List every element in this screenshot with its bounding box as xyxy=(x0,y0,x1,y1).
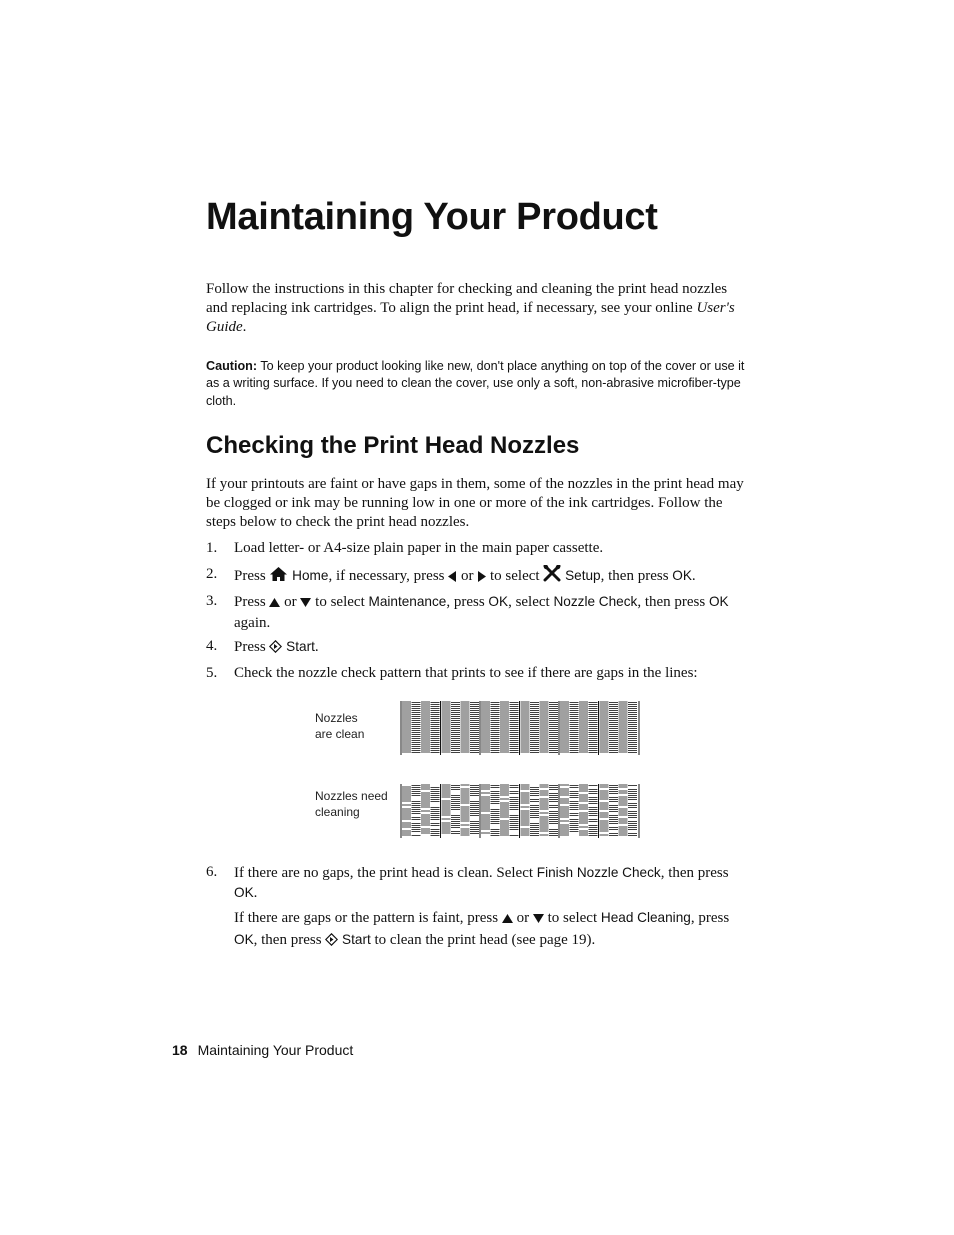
pattern-block xyxy=(599,701,638,755)
label-line: are clean xyxy=(315,727,365,741)
step-number: 6. xyxy=(206,864,218,880)
step-text: Load letter- or A4-size plain paper in the main paper cassette. xyxy=(234,540,604,556)
dirty-nozzle-pattern xyxy=(400,784,640,838)
caution-note xyxy=(206,358,751,411)
pattern-block xyxy=(401,701,440,755)
step-text xyxy=(234,908,749,952)
ok-label: OK xyxy=(234,885,254,900)
pattern-block xyxy=(559,784,598,838)
pattern-block xyxy=(480,701,519,755)
maintenance-label: Maintenance xyxy=(368,594,447,609)
step-number: 4. xyxy=(206,638,218,654)
ok-label: OK xyxy=(488,594,509,609)
pattern-block xyxy=(441,784,480,838)
text: again. xyxy=(234,615,271,631)
text: , select xyxy=(508,594,554,610)
text: or xyxy=(512,910,533,926)
pattern-block xyxy=(441,701,480,755)
text: , then press xyxy=(600,568,673,584)
up-arrow-icon xyxy=(269,595,280,614)
step-number: 1. xyxy=(206,540,218,556)
users-guide-reference: User's Guide xyxy=(206,300,735,335)
text: If there are no gaps, the print head is clean. Select xyxy=(234,865,537,881)
intro-text: Follow the instructions in this chapter for checking and cleaning the print head nozzles and replacing ink cartridges. To align the print head, if necessary, see your online xyxy=(206,281,728,316)
section-intro: If your printouts are faint or have gaps in them, some of the nozzles in the print head may be clogged or ink may be running low in one or more of the ink cartridges. Follow the steps below to check the print head nozzles. xyxy=(206,476,744,530)
ok-label: OK xyxy=(672,568,692,583)
pattern-block xyxy=(559,701,598,755)
text: , if necessary, press xyxy=(328,568,449,584)
finish-nozzle-check-label: Finish Nozzle Check xyxy=(536,865,661,880)
pattern-block xyxy=(480,784,519,838)
intro-end: . xyxy=(242,319,247,335)
step-text: Check the nozzle check pattern that prints to see if there are gaps in the lines: xyxy=(234,665,698,681)
dirty-nozzles-label xyxy=(315,788,388,820)
pattern-block xyxy=(520,784,559,838)
down-arrow-icon xyxy=(533,911,544,930)
start-diamond-icon xyxy=(325,933,338,952)
caution-text: To keep your product looking like new, don't place anything on top of the cover or use it as a writing surface. If you need to clean the cover, use only a soft, non-abrasive microfiber-type cloth. xyxy=(206,358,745,408)
down-arrow-icon xyxy=(300,595,311,614)
pattern-block xyxy=(520,701,559,755)
page-footer xyxy=(172,1042,353,1058)
start-label: Start xyxy=(342,932,371,947)
left-arrow-icon xyxy=(448,569,457,588)
right-arrow-icon xyxy=(477,569,486,588)
text: . xyxy=(314,639,319,655)
setup-tools-icon xyxy=(543,565,561,588)
text: , then press xyxy=(637,594,709,610)
intro-paragraph xyxy=(206,280,746,337)
text: , then press xyxy=(253,932,326,948)
step-text xyxy=(234,863,749,903)
text: to select xyxy=(311,594,369,610)
caution-label: Caution: xyxy=(206,358,258,373)
text: or xyxy=(280,594,301,610)
up-arrow-icon xyxy=(502,911,513,930)
chapter-title: Maintaining Your Product xyxy=(206,196,658,238)
nozzle-check-label: Nozzle Check xyxy=(553,594,638,609)
text: or xyxy=(457,568,478,584)
text: , then press xyxy=(660,865,729,881)
setup-label: Setup xyxy=(565,568,601,583)
step-text xyxy=(234,565,749,588)
label-line: Nozzles xyxy=(315,711,358,725)
step-text xyxy=(234,592,749,633)
text: , press xyxy=(690,910,730,926)
head-cleaning-label: Head Cleaning xyxy=(600,910,691,925)
text: to clean the print head (see page 19). xyxy=(370,932,596,948)
text: . xyxy=(253,885,258,901)
text: Press xyxy=(234,594,270,610)
text: , press xyxy=(446,594,489,610)
clean-nozzle-pattern xyxy=(400,701,640,755)
step-number: 2. xyxy=(206,566,218,582)
pattern-block xyxy=(401,784,440,838)
text: to select xyxy=(543,910,601,926)
text: Press xyxy=(234,568,270,584)
text: to select xyxy=(486,568,544,584)
ok-label: OK xyxy=(708,594,729,609)
home-label: Home xyxy=(292,568,329,583)
section-title: Checking the Print Head Nozzles xyxy=(206,432,580,459)
start-diamond-icon xyxy=(269,640,282,659)
pattern-block xyxy=(599,784,638,838)
home-icon xyxy=(269,566,288,588)
start-label: Start xyxy=(286,639,315,654)
clean-nozzles-label xyxy=(315,710,364,742)
page-number: 18 xyxy=(172,1042,188,1058)
ok-label: OK xyxy=(234,932,254,947)
text: If there are gaps or the pattern is faint, press xyxy=(234,910,502,926)
text: Press xyxy=(234,639,270,655)
step-number: 3. xyxy=(206,593,218,609)
text: . xyxy=(691,568,696,584)
label-line: cleaning xyxy=(315,805,360,819)
step-number: 5. xyxy=(206,665,218,681)
footer-title: Maintaining Your Product xyxy=(197,1042,354,1058)
step-text xyxy=(234,637,749,659)
label-line: Nozzles need xyxy=(315,789,388,803)
